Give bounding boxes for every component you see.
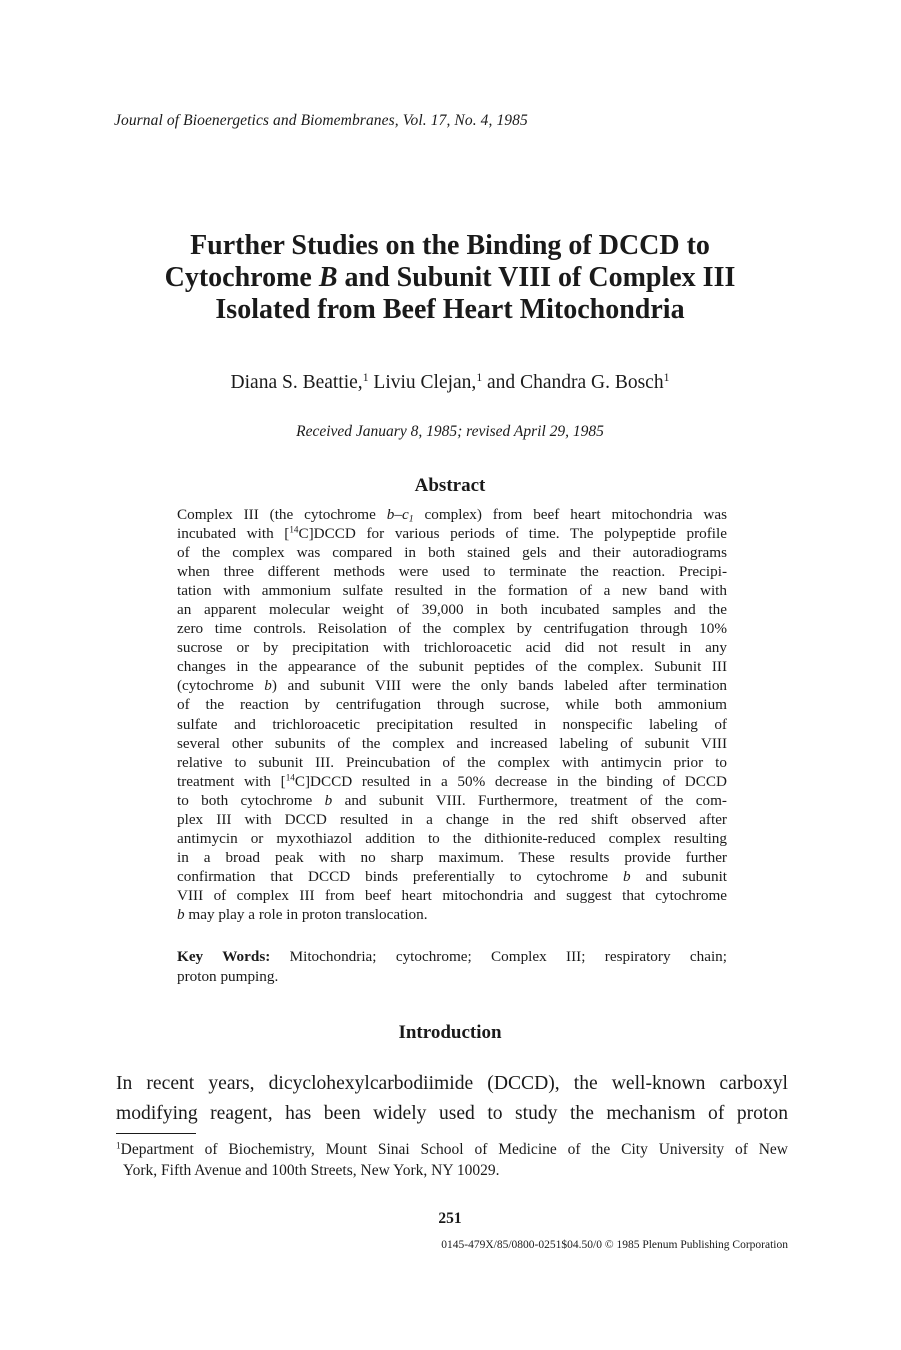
received-dates: Received January 8, 1985; revised April 29, 1985 xyxy=(296,423,604,440)
affiliation-marker: 1 xyxy=(362,370,369,384)
paper-title xyxy=(100,230,800,326)
footnote-line: York, Fifth Avenue and 100th Streets, New York, NY 10029. xyxy=(123,1162,500,1179)
abstract-line: of the reaction by centrifugation through sucrose, while both ammonium xyxy=(177,696,727,714)
abstract-line: b may play a role in proton translocation. xyxy=(177,905,428,923)
affiliation-marker: 1 xyxy=(663,370,670,384)
abstract-line: VIII of complex III from beef heart mitochondria and suggest that cytochrome xyxy=(177,886,727,904)
title-line: Cytochrome B and Subunit VIII of Complex III xyxy=(164,262,736,293)
footnote-divider xyxy=(116,1133,196,1134)
abstract-line: several other subunits of the complex and increased labeling of subunit VIII xyxy=(177,734,727,752)
keywords-label: Key Words: xyxy=(177,948,271,965)
footnote-line: $^1$Department of Biochemistry, Mount Sinai School of Medicine of the City University of New xyxy=(116,1141,788,1158)
abstract-line: to both cytochrome b and subunit VIII. Furthermore, treatment of the com- xyxy=(177,791,727,809)
abstract-line: Complex III (the cytochrome $b-c_1$ complex) from beef heart mitochondria was xyxy=(177,506,727,525)
abstract-line: treatment with [$^{14}$C]DCCD resulted in a 50% decrease in the binding of DCCD xyxy=(177,772,727,790)
author-name: Diana S. Beattie, xyxy=(230,372,363,393)
key-words xyxy=(177,947,727,986)
keywords-line: proton pumping. xyxy=(177,967,279,985)
keywords-line: Key Words: Mitochondria; cytochrome; Complex III; respiratory chain; xyxy=(177,948,727,965)
author-joiner: and xyxy=(487,372,516,393)
abstract-line: sucrose or by precipitation with trichloroacetic acid did not result in any xyxy=(177,639,727,657)
abstract-heading: Abstract xyxy=(414,475,486,496)
journal-citation: Journal of Bioenergetics and Biomembranes, Vol. 17, No. 4, 1985 xyxy=(114,112,528,129)
title-line: Isolated from Beef Heart Mitochondria xyxy=(215,294,685,325)
author-name: Chandra G. Bosch xyxy=(520,372,664,393)
introduction-heading: Introduction xyxy=(398,1022,502,1043)
abstract-line: relative to subunit III. Preincubation of the complex with antimycin prior to xyxy=(177,753,727,771)
copyright-line: 0145-479X/85/0800-0251$04.50/0 © 1985 Plenum Publishing Corporation xyxy=(441,1239,788,1251)
abstract-line: incubated with [$^{14}$C]DCCD for various periods of time. The polypeptide profile xyxy=(177,524,727,543)
author-list xyxy=(100,372,800,394)
abstract-line: in a broad peak with no sharp maximum. These results provide further xyxy=(177,848,727,866)
intro-line: In recent years, dicyclohexylcarbodiimide (DCCD), the well-known carboxyl xyxy=(116,1073,788,1094)
abstract-line: zero time controls. Reisolation of the complex by centrifugation through 10% xyxy=(177,620,727,638)
title-line: Further Studies on the Binding of DCCD to xyxy=(190,230,710,261)
abstract-line: antimycin or myxothiazol addition to the dithionite-reduced complex resulting xyxy=(177,829,727,847)
abstract-line: plex III with DCCD resulted in a change in the red shift observed after xyxy=(177,810,727,828)
affiliation-marker: 1 xyxy=(476,370,483,384)
page-number: 251 xyxy=(438,1210,462,1227)
author-name: Liviu Clejan, xyxy=(373,372,477,393)
abstract-line: confirmation that DCCD binds preferentially to cytochrome b and subunit xyxy=(177,867,728,885)
affiliation-footnote xyxy=(116,1139,788,1181)
intro-line: modifying reagent, has been widely used to study the mechanism of proton xyxy=(116,1103,788,1124)
abstract-line: when three different methods were used to terminate the reaction. Precipi- xyxy=(177,563,727,581)
abstract-line: changes in the appearance of the subunit peptides of the complex. Subunit III xyxy=(177,658,727,676)
introduction-body xyxy=(116,1069,788,1129)
abstract-body xyxy=(177,505,727,924)
abstract-line: (cytochrome b) and subunit VIII were the only bands labeled after termination xyxy=(177,677,728,695)
abstract-line: an apparent molecular weight of 39,000 in both incubated samples and the xyxy=(177,601,727,619)
abstract-line: tation with ammonium sulfate resulted in the formation of a new band with xyxy=(177,582,727,600)
abstract-line: of the complex was compared in both stained gels and their autoradiograms xyxy=(177,544,727,562)
abstract-line: sulfate and trichloroacetic precipitation resulted in nonspecific labeling of xyxy=(177,715,727,733)
